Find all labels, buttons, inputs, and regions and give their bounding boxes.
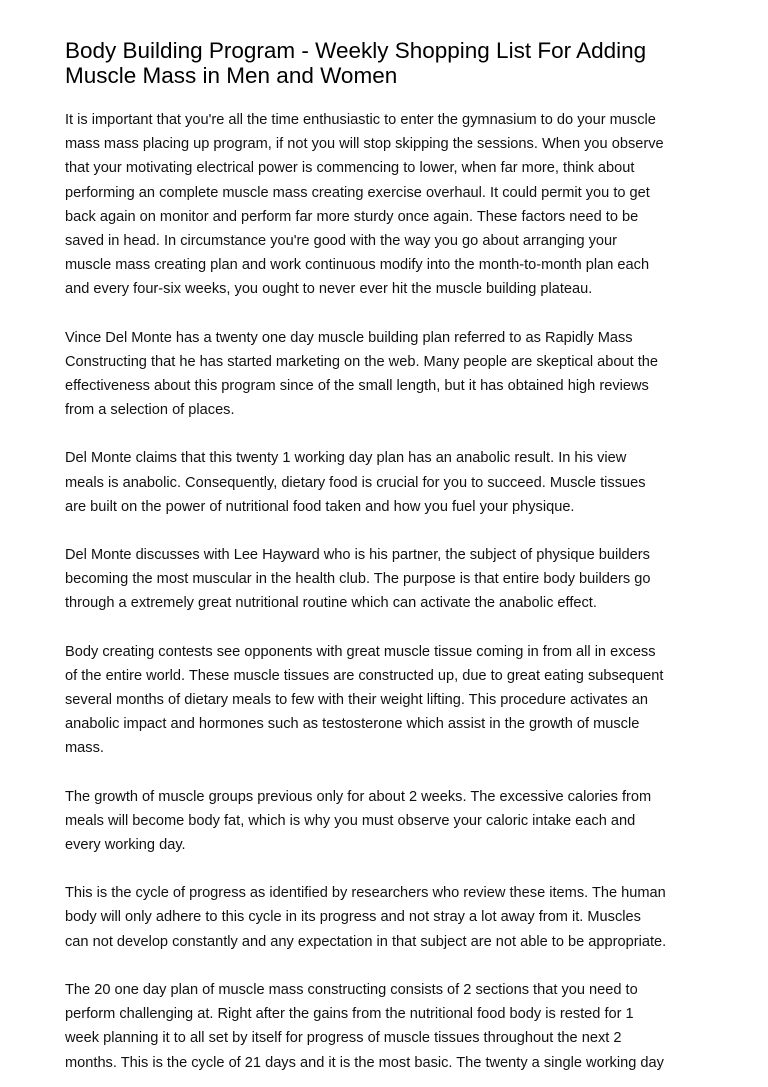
paragraph-6 <box>65 785 715 858</box>
document-title <box>65 38 715 88</box>
text-line: Body creating contests see opponents with great muscle tissue coming in from all in excess <box>65 643 656 660</box>
paragraph-3 <box>65 446 715 519</box>
text-line: performing an complete muscle mass creating exercise overhaul. It could permit you to get <box>65 184 650 201</box>
text-line: Constructing that he has started marketing on the web. Many people are skeptical about the <box>65 353 659 370</box>
text-line: of the entire world. These muscle tissues are constructed up, due to great eating subsequent <box>65 667 664 684</box>
paragraph-1 <box>65 108 715 302</box>
text-line: Del Monte discusses with Lee Hayward who is his partner, the subject of physique builders <box>65 547 650 564</box>
text-line: perform challenging at. Right after the gains from the nutritional food body is rested for 1 <box>65 1006 634 1023</box>
text-line: meals is anabolic. Consequently, dietary food is crucial for you to succeed. Muscle tissues <box>65 474 646 491</box>
text-line: muscle mass creating plan and work continuous modify into the month-to-month plan each <box>65 257 650 274</box>
text-line: Del Monte claims that this twenty 1 working day plan has an anabolic result. In his view <box>65 450 627 467</box>
text-line: becoming the most muscular in the health club. The purpose is that entire body builders go <box>65 571 651 588</box>
paragraph-5 <box>65 640 715 761</box>
title-line: Body Building Program - Weekly Shopping List For Adding <box>65 38 647 63</box>
text-line: back again on monitor and perform far more sturdy once again. These factors need to be <box>65 208 639 225</box>
text-line: mass mass placing up program, if not you will stop skipping the sessions. When you observe <box>65 136 664 153</box>
text-line: The 20 one day plan of muscle mass constructing consists of 2 sections that you need to <box>65 981 638 998</box>
text-line: from a selection of places. <box>65 402 235 419</box>
text-line: anabolic impact and hormones such as testosterone which assist in the growth of muscle <box>65 716 640 733</box>
text-line: effectiveness about this program since of the small length, but it has obtained high reviews <box>65 378 649 395</box>
text-line: and every four-six weeks, you ought to never ever hit the muscle building plateau. <box>65 281 593 298</box>
paragraph-4 <box>65 543 715 616</box>
text-line: body will only adhere to this cycle in its progress and not stray a lot away from it. Muscles <box>65 909 641 926</box>
text-line: that your motivating electrical power is commencing to lower, when far more, think about <box>65 160 635 177</box>
text-line: week planning it to all set by itself for progress of muscle tissues throughout the next 2 <box>65 1030 622 1047</box>
text-line: months. This is the cycle of 21 days and it is the most basic. The twenty a single working day <box>65 1054 664 1071</box>
text-line: meals will become body fat, which is why you must observe your caloric intake each and <box>65 812 636 829</box>
text-line: several months of dietary meals to few with their weight lifting. This procedure activates an <box>65 692 648 709</box>
paragraph-2 <box>65 326 715 423</box>
paragraph-8 <box>65 978 715 1075</box>
text-line: saved in head. In circumstance you're good with the way you go about arranging your <box>65 233 618 250</box>
text-line: Vince Del Monte has a twenty one day muscle building plan referred to as Rapidly Mass <box>65 329 633 346</box>
text-line: through a extremely great nutritional routine which can activate the anabolic effect. <box>65 595 597 612</box>
text-line: The growth of muscle groups previous only for about 2 weeks. The excessive calories from <box>65 788 652 805</box>
text-line: are built on the power of nutritional food taken and how you fuel your physique. <box>65 498 575 515</box>
text-line: can not develop constantly and any expectation in that subject are not able to be appropriate. <box>65 933 667 950</box>
paragraph-7 <box>65 881 715 954</box>
title-line: Muscle Mass in Men and Women <box>65 63 398 88</box>
text-line: This is the cycle of progress as identified by researchers who review these items. The human <box>65 885 666 902</box>
text-line: mass. <box>65 740 104 757</box>
document-page <box>65 38 715 1075</box>
text-line: It is important that you're all the time enthusiastic to enter the gymnasium to do your muscle <box>65 112 656 128</box>
text-line: every working day. <box>65 837 186 854</box>
